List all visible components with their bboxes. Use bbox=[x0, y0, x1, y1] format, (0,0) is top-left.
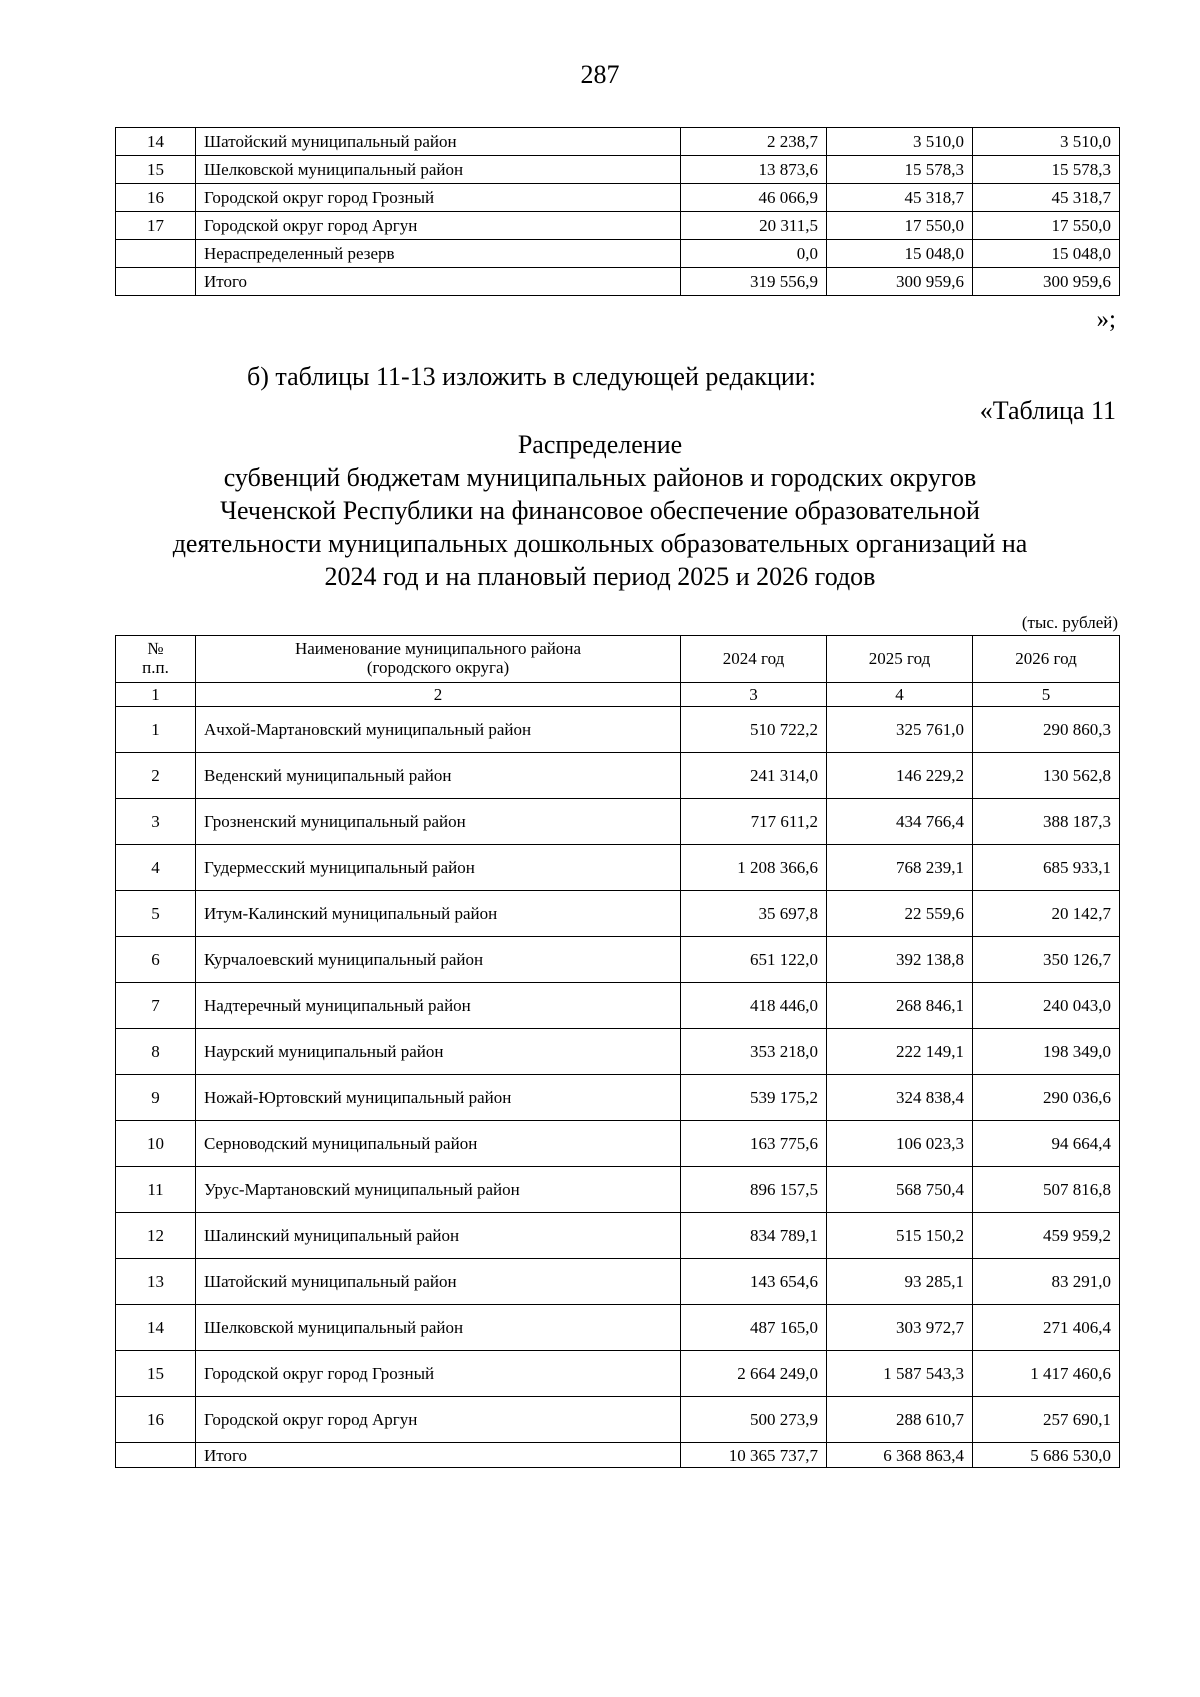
total-2024: 10 365 737,7 bbox=[681, 1443, 827, 1468]
value-2025: 300 959,6 bbox=[827, 268, 973, 296]
table-row bbox=[116, 184, 1120, 212]
value-2025: 268 846,1 bbox=[827, 983, 973, 1029]
value-2026: 15 578,3 bbox=[973, 156, 1120, 184]
value-2026: 130 562,8 bbox=[973, 753, 1120, 799]
column-number: 5 bbox=[973, 683, 1120, 707]
row-number: 5 bbox=[116, 891, 196, 937]
value-2024: 241 314,0 bbox=[681, 753, 827, 799]
value-2026: 685 933,1 bbox=[973, 845, 1120, 891]
district-name: Шатойский муниципальный район bbox=[196, 128, 681, 156]
district-name: Городской округ город Аргун bbox=[196, 1397, 681, 1443]
row-number: 14 bbox=[116, 128, 196, 156]
row-number: 9 bbox=[116, 1075, 196, 1121]
table-row bbox=[116, 845, 1120, 891]
table-row bbox=[116, 753, 1120, 799]
value-2025: 15 578,3 bbox=[827, 156, 973, 184]
district-name: Грозненский муниципальный район bbox=[196, 799, 681, 845]
previous-table-continuation bbox=[115, 127, 1120, 296]
value-2024: 20 311,5 bbox=[681, 212, 827, 240]
district-name: Нераспределенный резерв bbox=[196, 240, 681, 268]
table-row bbox=[116, 268, 1120, 296]
value-2025: 288 610,7 bbox=[827, 1397, 973, 1443]
value-2024: 143 654,6 bbox=[681, 1259, 827, 1305]
value-2026: 15 048,0 bbox=[973, 240, 1120, 268]
table-row bbox=[116, 1167, 1120, 1213]
value-2025: 3 510,0 bbox=[827, 128, 973, 156]
table-row bbox=[116, 212, 1120, 240]
header-text: (городского округа) bbox=[366, 658, 510, 677]
title-line: Распределение bbox=[517, 430, 683, 459]
title-line: субвенций бюджетам муниципальных районов и городских округов bbox=[223, 463, 977, 492]
district-name: Гудермесский муниципальный район bbox=[196, 845, 681, 891]
header-2025: 2025 год bbox=[827, 636, 973, 683]
table-row bbox=[116, 128, 1120, 156]
value-2026: 240 043,0 bbox=[973, 983, 1120, 1029]
value-2025: 1 587 543,3 bbox=[827, 1351, 973, 1397]
value-2025: 325 761,0 bbox=[827, 707, 973, 753]
value-2025: 106 023,3 bbox=[827, 1121, 973, 1167]
row-number: 16 bbox=[116, 1397, 196, 1443]
column-number: 1 bbox=[116, 683, 196, 707]
value-2026: 3 510,0 bbox=[973, 128, 1120, 156]
value-2026: 388 187,3 bbox=[973, 799, 1120, 845]
header-text: Наименование муниципального района bbox=[294, 639, 582, 659]
page-number: 287 bbox=[580, 60, 620, 89]
district-name: Городской округ город Грозный bbox=[196, 1351, 681, 1397]
value-2026: 459 959,2 bbox=[973, 1213, 1120, 1259]
table-row bbox=[116, 707, 1120, 753]
row-number: 13 bbox=[116, 1259, 196, 1305]
column-number: 3 bbox=[681, 683, 827, 707]
row-number bbox=[116, 240, 196, 268]
value-2026: 94 664,4 bbox=[973, 1121, 1120, 1167]
table-row bbox=[116, 1075, 1120, 1121]
value-2024: 353 218,0 bbox=[681, 1029, 827, 1075]
row-number: 15 bbox=[116, 1351, 196, 1397]
row-number: 17 bbox=[116, 212, 196, 240]
table-row bbox=[116, 1213, 1120, 1259]
column-number-row bbox=[116, 683, 1120, 707]
value-2024: 487 165,0 bbox=[681, 1305, 827, 1351]
district-name: Шелковской муниципальный район bbox=[196, 1305, 681, 1351]
value-2026: 257 690,1 bbox=[973, 1397, 1120, 1443]
value-2026: 507 816,8 bbox=[973, 1167, 1120, 1213]
value-2026: 20 142,7 bbox=[973, 891, 1120, 937]
district-name: Городской округ город Аргун bbox=[196, 212, 681, 240]
row-number: 3 bbox=[116, 799, 196, 845]
district-name: Итум-Калинский муниципальный район bbox=[196, 891, 681, 937]
district-name: Шатойский муниципальный район bbox=[196, 1259, 681, 1305]
row-number: 1 bbox=[116, 707, 196, 753]
table-header-row bbox=[116, 636, 1120, 683]
row-number: 14 bbox=[116, 1305, 196, 1351]
table-row bbox=[116, 1305, 1120, 1351]
value-2026: 45 318,7 bbox=[973, 184, 1120, 212]
row-number: 8 bbox=[116, 1029, 196, 1075]
table-row bbox=[116, 156, 1120, 184]
value-2024: 13 873,6 bbox=[681, 156, 827, 184]
value-2024: 510 722,2 bbox=[681, 707, 827, 753]
table-row bbox=[116, 799, 1120, 845]
district-name: Итого bbox=[196, 268, 681, 296]
value-2024: 500 273,9 bbox=[681, 1397, 827, 1443]
value-2024: 539 175,2 bbox=[681, 1075, 827, 1121]
row-number: 6 bbox=[116, 937, 196, 983]
row-number: 4 bbox=[116, 845, 196, 891]
value-2024: 2 664 249,0 bbox=[681, 1351, 827, 1397]
value-2025: 392 138,8 bbox=[827, 937, 973, 983]
row-number: 11 bbox=[116, 1167, 196, 1213]
table-label: «Таблица 11 bbox=[979, 396, 1116, 425]
table-11 bbox=[115, 635, 1120, 1468]
district-name: Ножай-Юртовский муниципальный район bbox=[196, 1075, 681, 1121]
total-number-cell bbox=[116, 1443, 196, 1468]
value-2025: 434 766,4 bbox=[827, 799, 973, 845]
value-2024: 834 789,1 bbox=[681, 1213, 827, 1259]
value-2024: 163 775,6 bbox=[681, 1121, 827, 1167]
district-name: Шелковской муниципальный район bbox=[196, 156, 681, 184]
value-2026: 350 126,7 bbox=[973, 937, 1120, 983]
value-2025: 17 550,0 bbox=[827, 212, 973, 240]
closing-quote: »; bbox=[1096, 306, 1116, 333]
value-2026: 290 036,6 bbox=[973, 1075, 1120, 1121]
value-2025: 93 285,1 bbox=[827, 1259, 973, 1305]
value-2025: 45 318,7 bbox=[827, 184, 973, 212]
header-2024: 2024 год bbox=[681, 636, 827, 683]
row-number: 2 bbox=[116, 753, 196, 799]
title-line: 2024 год и на плановый период 2025 и 2026 годов bbox=[324, 562, 876, 591]
value-2024: 0,0 bbox=[681, 240, 827, 268]
header-number bbox=[116, 636, 196, 683]
column-number: 2 bbox=[196, 683, 681, 707]
value-2026: 17 550,0 bbox=[973, 212, 1120, 240]
value-2024: 896 157,5 bbox=[681, 1167, 827, 1213]
value-2024: 319 556,9 bbox=[681, 268, 827, 296]
value-2025: 22 559,6 bbox=[827, 891, 973, 937]
value-2024: 418 446,0 bbox=[681, 983, 827, 1029]
table-row bbox=[116, 1351, 1120, 1397]
district-name: Ачхой-Мартановский муниципальный район bbox=[196, 707, 681, 753]
row-number: 15 bbox=[116, 156, 196, 184]
value-2024: 1 208 366,6 bbox=[681, 845, 827, 891]
value-2024: 46 066,9 bbox=[681, 184, 827, 212]
row-number: 7 bbox=[116, 983, 196, 1029]
district-name: Наурский муниципальный район bbox=[196, 1029, 681, 1075]
total-row bbox=[116, 1443, 1120, 1468]
title-line: Чеченской Республики на финансовое обеспечение образовательной bbox=[220, 496, 980, 525]
value-2024: 717 611,2 bbox=[681, 799, 827, 845]
table-row bbox=[116, 937, 1120, 983]
district-name: Серноводский муниципальный район bbox=[196, 1121, 681, 1167]
title-line: деятельности муниципальных дошкольных образовательных организаций на bbox=[172, 529, 1028, 558]
total-label: Итого bbox=[196, 1443, 681, 1468]
value-2025: 15 048,0 bbox=[827, 240, 973, 268]
total-2025: 6 368 863,4 bbox=[827, 1443, 973, 1468]
header-name bbox=[196, 636, 681, 683]
value-2026: 300 959,6 bbox=[973, 268, 1120, 296]
table-row bbox=[116, 1259, 1120, 1305]
value-2026: 83 291,0 bbox=[973, 1259, 1120, 1305]
row-number bbox=[116, 268, 196, 296]
district-name: Надтеречный муниципальный район bbox=[196, 983, 681, 1029]
value-2026: 290 860,3 bbox=[973, 707, 1120, 753]
header-text: п.п. bbox=[142, 658, 169, 677]
district-name: Веденский муниципальный район bbox=[196, 753, 681, 799]
table-title bbox=[100, 428, 1100, 593]
units-label: (тыс. рублей) bbox=[1021, 613, 1118, 632]
table-row bbox=[116, 1121, 1120, 1167]
value-2025: 222 149,1 bbox=[827, 1029, 973, 1075]
district-name: Городской округ город Грозный bbox=[196, 184, 681, 212]
district-name: Урус-Мартановский муниципальный район bbox=[196, 1167, 681, 1213]
value-2024: 2 238,7 bbox=[681, 128, 827, 156]
value-2025: 324 838,4 bbox=[827, 1075, 973, 1121]
value-2025: 568 750,4 bbox=[827, 1167, 973, 1213]
value-2025: 146 229,2 bbox=[827, 753, 973, 799]
column-number: 4 bbox=[827, 683, 973, 707]
value-2026: 271 406,4 bbox=[973, 1305, 1120, 1351]
value-2026: 198 349,0 bbox=[973, 1029, 1120, 1075]
value-2025: 515 150,2 bbox=[827, 1213, 973, 1259]
header-2026: 2026 год bbox=[973, 636, 1120, 683]
value-2025: 303 972,7 bbox=[827, 1305, 973, 1351]
table-row bbox=[116, 240, 1120, 268]
row-number: 12 bbox=[116, 1213, 196, 1259]
district-name: Шалинский муниципальный район bbox=[196, 1213, 681, 1259]
value-2025: 768 239,1 bbox=[827, 845, 973, 891]
header-text: № bbox=[147, 639, 164, 659]
table-row bbox=[116, 891, 1120, 937]
row-number: 16 bbox=[116, 184, 196, 212]
total-2026: 5 686 530,0 bbox=[973, 1443, 1120, 1468]
table-row bbox=[116, 983, 1120, 1029]
value-2026: 1 417 460,6 bbox=[973, 1351, 1120, 1397]
district-name: Курчалоевский муниципальный район bbox=[196, 937, 681, 983]
table-row bbox=[116, 1397, 1120, 1443]
value-2024: 651 122,0 bbox=[681, 937, 827, 983]
table-row bbox=[116, 1029, 1120, 1075]
row-number: 10 bbox=[116, 1121, 196, 1167]
amendment-intro: б) таблицы 11-13 изложить в следующей редакции: bbox=[247, 362, 816, 391]
value-2024: 35 697,8 bbox=[681, 891, 827, 937]
